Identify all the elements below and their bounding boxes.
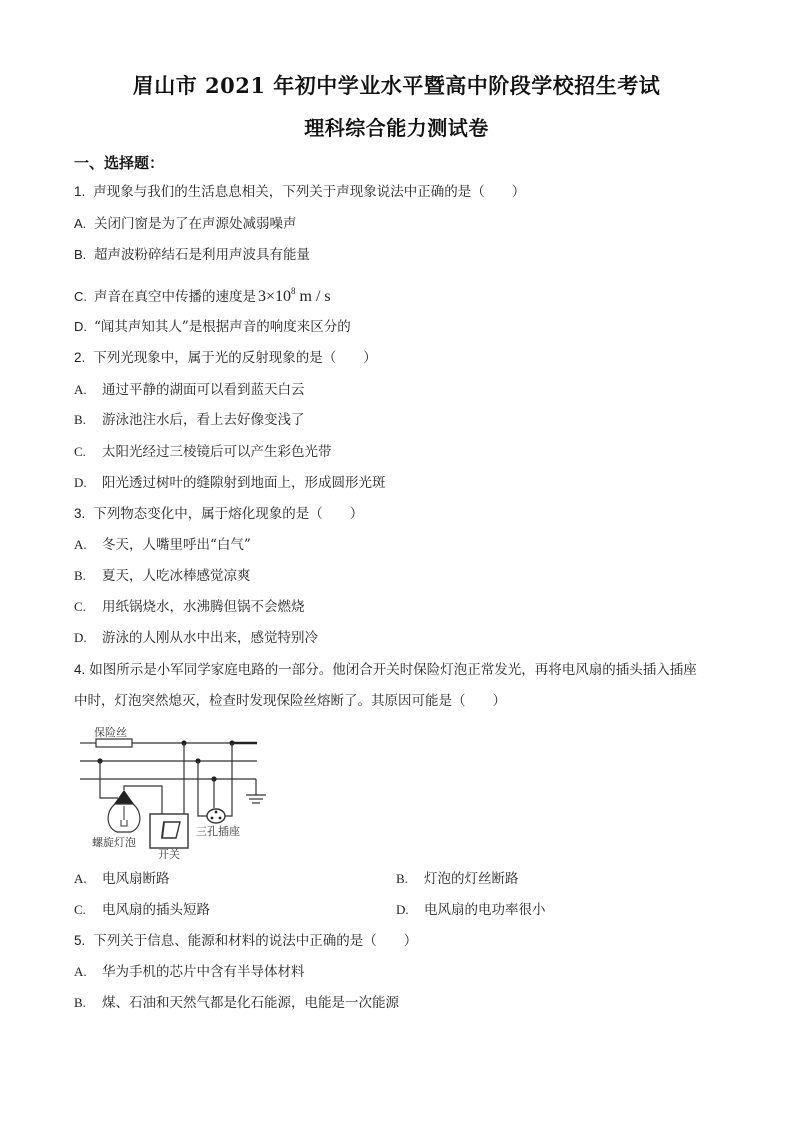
question-2-option-d: D. 阳光透过树叶的缝隙射到地面上，形成圆形光斑 xyxy=(74,475,386,491)
question-number: 1. xyxy=(74,184,86,199)
question-1-option-c: C. 声音在真空中传播的速度是 $3\times 10^8$ m / s xyxy=(74,286,331,305)
socket-label: 三孔插座 xyxy=(196,825,240,838)
question-3-option-d: D. 游泳的人刚从水中出来，感觉特别冷 xyxy=(74,630,318,646)
question-3-option-a: A. 冬天，人嘴里呼出“白气” xyxy=(74,537,251,553)
question-2-option-c: C. 太阳光经过三棱镜后可以产生彩色光带 xyxy=(74,444,332,460)
bulb-label: 螺旋灯泡 xyxy=(92,836,136,849)
question-1-option-d: D. “闻其声知其人”是根据声音的响度来区分的 xyxy=(74,319,351,335)
fuse-icon xyxy=(96,739,132,747)
question-1-stem: 1. 声现象与我们的生活息息相关，下列关于声现象说法中正确的是（ ） xyxy=(74,184,526,200)
question-1-option-a: A. 关闭门窗是为了在声源处减弱噪声 xyxy=(74,216,297,232)
question-2-option-a: A. 通过平静的湖面可以看到蓝天白云 xyxy=(74,382,305,398)
question-3-stem: 3. 下列物态变化中，属于熔化现象的是（ ） xyxy=(74,506,364,522)
speed-formula: $3\times 10^8$ m / s xyxy=(258,286,331,305)
question-4-option-b: B. 灯泡的灯丝断路 xyxy=(396,871,519,887)
question-5-option-b: B. 煤、石油和天然气都是化石能源，电能是一次能源 xyxy=(74,995,399,1011)
question-3-option-c: C. 用纸锅烧水，水沸腾但锅不会燃烧 xyxy=(74,599,305,615)
screw-bulb-icon xyxy=(108,790,140,832)
question-4-option-d: D. 电风扇的电功率很小 xyxy=(396,902,546,918)
household-circuit-diagram xyxy=(70,720,280,860)
exam-title: 眉山市 2021 年初中学业水平暨高中阶段学校招生考试 xyxy=(132,73,661,98)
fuse-label: 保险丝 xyxy=(94,726,127,739)
question-4-option-a: A. 电风扇断路 xyxy=(74,871,170,887)
question-1-option-b: B. 超声波粉碎结石是利用声波具有能量 xyxy=(74,247,310,263)
question-2-option-b: B. 游泳池注水后，看上去好像变浅了 xyxy=(74,412,305,428)
question-2-stem: 2. 下列光现象中，属于光的反射现象的是（ ） xyxy=(74,350,377,366)
question-5-option-a: A. 华为手机的芯片中含有半导体材料 xyxy=(74,964,305,980)
three-hole-socket-icon xyxy=(207,809,225,823)
switch-label: 开关 xyxy=(158,848,180,860)
question-5-stem: 5. 下列关于信息、能源和材料的说法中正确的是（ ） xyxy=(74,933,418,949)
question-3-option-b: B. 夏天，人吃冰棒感觉凉爽 xyxy=(74,568,251,584)
switch-icon xyxy=(162,822,180,838)
ground-icon xyxy=(246,795,266,803)
question-4-stem-line1: 4. 如图所示是小军同学家庭电路的一部分。他闭合开关时保险灯泡正常发光，再将电风扇的插头插入插座 xyxy=(74,662,697,678)
question-4-stem-line2: 中时，灯泡突然熄灭，检查时发现保险丝熔断了。其原因可能是（ ） xyxy=(74,693,506,709)
question-4-option-c: C. 电风扇的插头短路 xyxy=(74,902,210,918)
section-heading: 一、选择题： xyxy=(74,154,165,172)
exam-subtitle: 理科综合能力测试卷 xyxy=(304,116,489,140)
